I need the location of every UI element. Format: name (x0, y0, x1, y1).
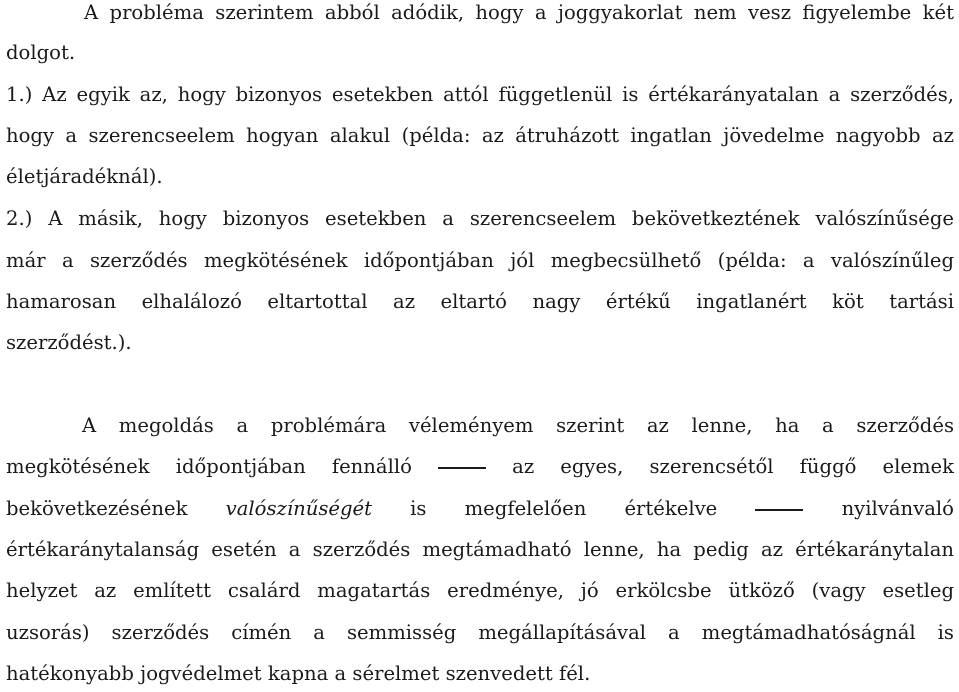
solution-line-3 (6, 494, 954, 524)
solution-line-5: helyzet az említett csalárd magatartás eredménye, jó erkölcsbe ütköző (vagy esetleg (6, 579, 954, 602)
em-dash (755, 509, 803, 511)
solution-line-4: értékaránytalanság esetén a szerződés megtámadható lenne, ha pedig az értékaránytalan (6, 538, 954, 561)
solution-line-7: hatékonyabb jogvédelmet kapna a sérelmet szenvedett fél. (6, 662, 591, 685)
point-1-line-1: 1.) Az egyik az, hogy bizonyos esetekben attól függetlenül is értékarányatalan a szerződés, (6, 83, 954, 106)
em-dash (438, 467, 486, 469)
point-2-line-2: már a szerződés megkötésének időpontjában jól megbecsülhető (példa: a valószínűleg (6, 249, 954, 272)
paragraph-1-line-1: A probléma szerintem abból adódik, hogy a joggyakorlat nem vesz figyelembe két (84, 1, 954, 24)
solution-emphasis: valószínűségét (225, 497, 372, 520)
solution-line-6: uzsorás) szerződés címén a semmisség megállapításával a megtámadhatóságnál is (6, 621, 954, 644)
solution-line-2-part-a: megkötésének időpontjában fennálló (6, 455, 412, 478)
solution-line-3-part-a: bekövetkezésének (6, 497, 188, 520)
point-1-line-3: életjáradéknál). (6, 165, 163, 188)
point-2-line-4: szerződést.). (6, 331, 132, 354)
solution-line-2-part-b: az egyes, szerencsétől függő elemek (512, 455, 955, 478)
point-2-line-1: 2.) A másik, hogy bizonyos esetekben a szerencseelem bekövetkeztének valószínűsége (6, 207, 954, 230)
point-1-line-2: hogy a szerencseelem hogyan alakul (példa: az átruházott ingatlan jövedelme nagyobb az (6, 124, 954, 147)
solution-line-1: A megoldás a problémára véleményem szerint az lenne, ha a szerződés (82, 414, 954, 437)
solution-line-3-part-b: is megfelelően értékelve (410, 497, 718, 520)
point-2-line-3: hamarosan elhalálozó eltartottal az eltartó nagy értékű ingatlanért köt tartási (6, 290, 954, 313)
paragraph-1-line-2: dolgot. (6, 41, 76, 64)
solution-line-3-part-c: nyilvánvaló (841, 497, 954, 520)
solution-line-2 (6, 452, 954, 482)
